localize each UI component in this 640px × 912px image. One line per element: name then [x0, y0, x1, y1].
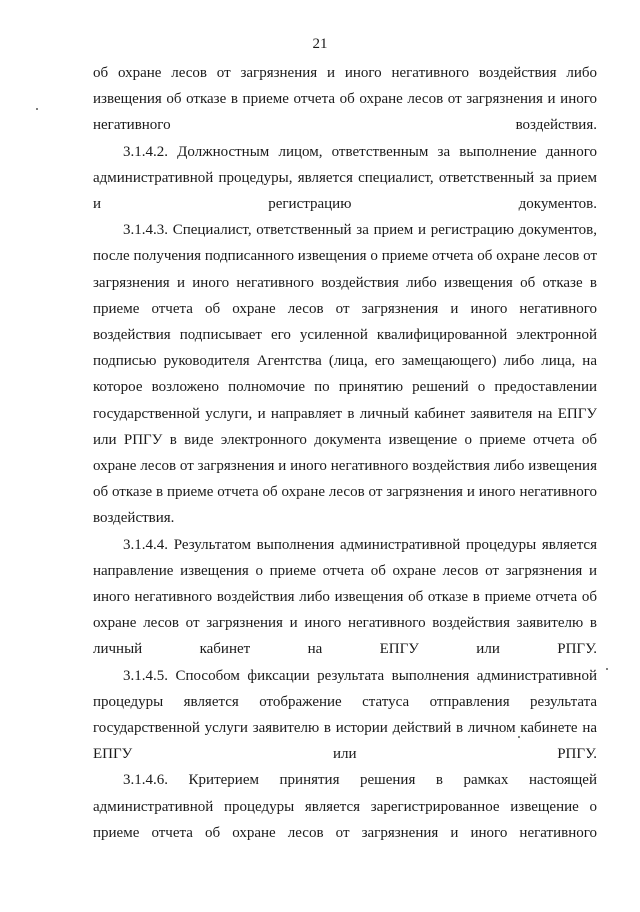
text-line: 3.1.4.6. Критерием принятия решения в рамках настоящей: [123, 772, 597, 789]
text-line: административной процедуры является зарегистрированное извещение о: [93, 798, 597, 815]
paragraph-3-1-4-4: [93, 532, 597, 663]
text-line: от загрязнения и иного негативного воздействия либо извещения об отказе в: [93, 248, 597, 291]
text-line: направление извещения о приеме отчета об охране лесов от загрязнения и: [93, 562, 597, 579]
text-line: или РПГУ в виде электронного документа извещение о приеме отчета об: [93, 431, 597, 448]
text-line: подписью руководителя Агентства (лица, его замещающего) либо лица, на: [93, 353, 597, 370]
text-line: административной процедуры, является специалист, ответственный за прием: [93, 169, 597, 186]
text-line: иного негативного воздействия либо извещения об отказе в приеме отчета об: [93, 589, 597, 606]
text-line: личный кабинет на ЕПГУ или РПГУ.: [93, 641, 597, 658]
text-line: воздействия подписывает его усиленной квалифицированной электронной: [93, 327, 597, 344]
text-line: негативного воздействия.: [93, 117, 597, 134]
text-line: приеме отчета об охране лесов от загрязнения и иного негативного: [93, 300, 597, 317]
text-line: и регистрацию документов.: [93, 196, 597, 213]
text-line: 3.1.4.2. Должностным лицом, ответственным за выполнение данного: [123, 143, 597, 160]
text-line: процедуры является отображение статуса отправления результата: [93, 693, 597, 710]
document-body: [93, 60, 597, 846]
text-line: ЕПГУ или РПГУ.: [93, 746, 597, 763]
text-line: государственной услуги заявителю в истории действий в личном кабинете на: [93, 720, 597, 737]
scan-speck: [36, 108, 38, 110]
text-line: негативного воздействия.: [93, 484, 598, 527]
text-line: которое возложено полномочие по принятию решений о предоставлении: [93, 379, 597, 396]
paragraph-3-1-4-5: [93, 663, 597, 768]
text-line: 3.1.4.4. Результатом выполнения административной процедуры является: [123, 536, 597, 553]
text-line: после получения подписанного извещения о приеме отчета об охране лесов: [93, 248, 580, 265]
page-number: 21: [312, 36, 328, 52]
scan-speck: [606, 668, 608, 670]
scan-speck: [518, 736, 520, 738]
paragraph-continued: [93, 60, 597, 139]
text-line: об охране лесов от загрязнения и иного негативного воздействия либо: [93, 65, 597, 81]
text-line: охране лесов от загрязнения и иного негативного воздействия заявителю в: [93, 615, 597, 632]
text-line: 3.1.4.5. Способом фиксации результата выполнения административной: [123, 667, 597, 684]
text-line: 3.1.4.3. Специалист, ответственный за прием и регистрацию документов,: [123, 222, 597, 239]
text-line: извещения об отказе в приеме отчета об охране лесов от загрязнения и иного: [93, 458, 597, 501]
paragraph-3-1-4-3: [93, 217, 597, 531]
text-line: охране лесов от загрязнения и иного негативного воздействия либо: [93, 458, 525, 475]
text-line: извещения об отказе в приеме отчета об охране лесов от загрязнения и иного: [93, 91, 597, 108]
text-line: государственной услуги, и направляет в личный кабинет заявителя на ЕПГУ: [93, 405, 597, 422]
text-line: приеме отчета об охране лесов от загрязнения и иного негативного: [93, 824, 597, 841]
paragraph-3-1-4-6: [93, 767, 597, 846]
paragraph-3-1-4-2: [93, 139, 597, 218]
